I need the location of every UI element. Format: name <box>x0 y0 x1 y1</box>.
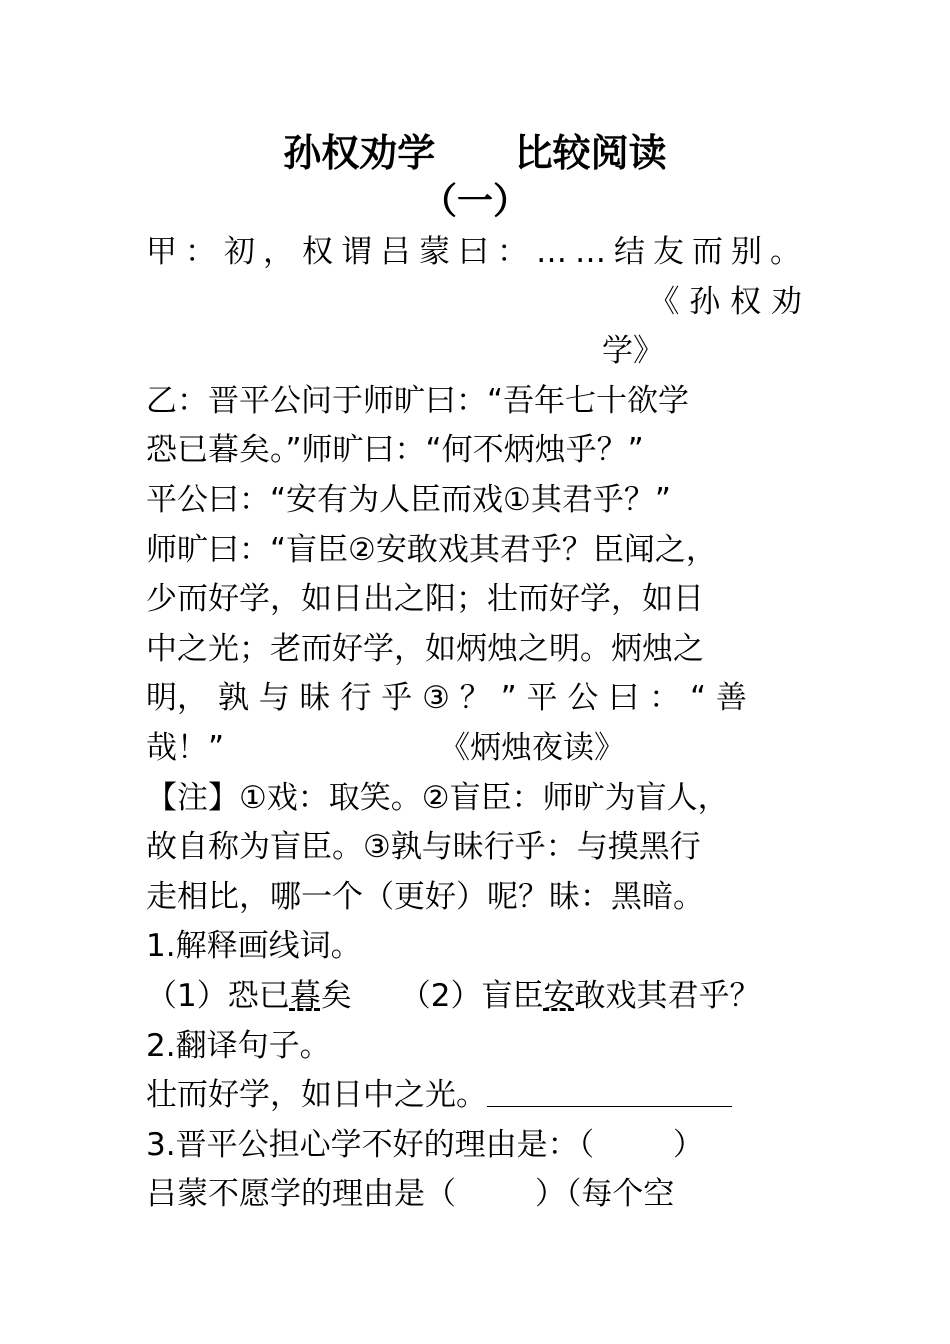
page-subtitle: （一） <box>420 181 529 222</box>
passage-yi-line: 平公曰：“安有为人臣而戏①其君乎？” <box>146 481 671 518</box>
q1-item-a-underlined-word: 暮 <box>289 977 321 1014</box>
passage-yi-last-text: 哉！” <box>146 729 225 766</box>
answer-blank-line[interactable] <box>487 1076 732 1107</box>
q2-sentence: 壮而好学，如日中之光。 <box>146 1077 487 1114</box>
passage-yi-last-line <box>146 724 826 774</box>
q1-item-a-suffix: 矣 <box>320 977 352 1014</box>
document-body <box>146 228 826 1220</box>
note-line: 【注】①戏：取笑。②盲臣：师旷为盲人， <box>146 779 729 816</box>
passage-jia-source-a: 《 孙 权 劝 <box>648 283 802 320</box>
question-1-items <box>146 972 826 1022</box>
passage-yi-line: 中之光；老而好学，如炳烛之明。炳烛之 <box>146 630 704 667</box>
note-line: 走相比，哪一个（更好）呢？昧：黑暗。 <box>146 878 704 915</box>
passage-yi-source: 《炳烛夜读》 <box>439 729 626 766</box>
q1-item-b-prefix: （2）盲臣 <box>399 977 544 1014</box>
passage-yi-line: 明， 孰 与 昧 行 乎 ③ ？ ” 平 公 曰 ： “ 善 <box>146 680 747 717</box>
passage-jia: 甲：初，权谓吕蒙曰：……结友而别。 <box>146 234 809 270</box>
question-3-line-1: 3.晋平公担心学不好的理由是：（ ） <box>146 1126 704 1163</box>
passage-jia-source-b: 学》 <box>602 333 664 370</box>
q1-item-a-prefix: （1）恐已 <box>146 977 290 1014</box>
question-1-label: 1.解释画线词。 <box>146 928 362 965</box>
question-2-item <box>146 1071 826 1121</box>
question-2-label: 2.翻译句子。 <box>146 1027 331 1064</box>
passage-yi-line: 乙：晋平公问于师旷曰：“吾年七十欲学 <box>146 382 690 419</box>
q1-item-b-underlined-word: 安 <box>543 977 575 1014</box>
page-title: 孙权劝学 比较阅读 <box>283 131 667 175</box>
passage-yi-line: 少而好学，如日出之阳；壮而好学，如日 <box>146 581 704 618</box>
passage-yi-line: 恐已暮矣。”师旷曰：“何不炳烛乎？” <box>146 432 644 469</box>
passage-yi-line: 师旷曰：“盲臣②安敢戏其君乎？臣闻之， <box>146 531 717 568</box>
note-line: 故自称为盲臣。③孰与昧行乎：与摸黑行 <box>146 829 701 866</box>
question-3-line-2: 吕蒙不愿学的理由是（ ）（每个空 <box>146 1176 675 1213</box>
q1-item-b-suffix: 敢戏其君乎？ <box>574 977 761 1014</box>
